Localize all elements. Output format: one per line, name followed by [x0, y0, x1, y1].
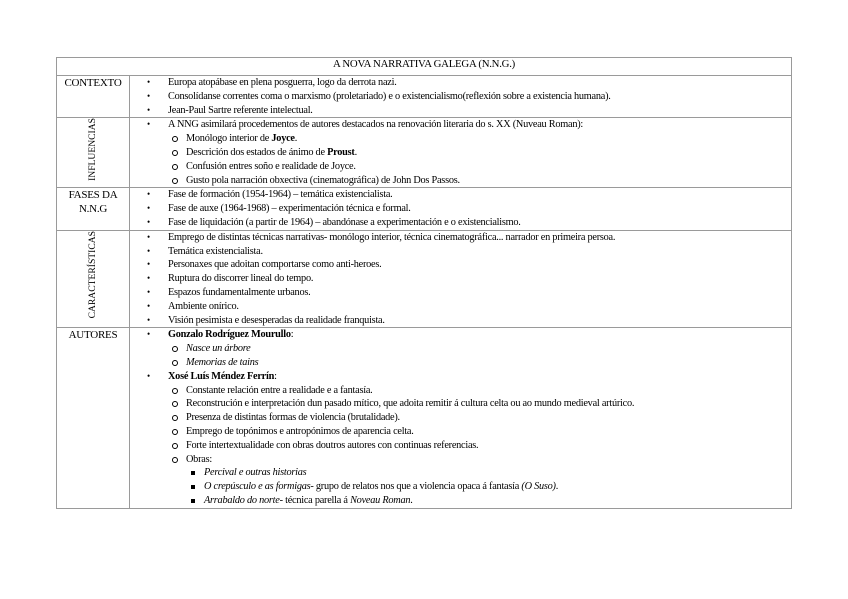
- list-item: [130, 118, 791, 187]
- row-influencias: [57, 118, 792, 188]
- list-item: Arrabaldo do norte- técnica parella á Noveau Roman.: [186, 494, 791, 508]
- list-item: • Fase de formación (1954-1964) – temática existencialista.: [130, 188, 791, 202]
- list-item: Monólogo interior de Joyce.: [168, 132, 791, 146]
- content-influencias: [130, 118, 792, 188]
- list-item: O crepúsculo e as formigas- grupo de relatos nos que a violencia opaca á fantasía (O Suso).: [186, 480, 791, 494]
- list-item: • Visión pesimista e desesperadas da realidade franquista.: [130, 314, 791, 328]
- label-caracteristicas: CARACTERÍSTICAS: [87, 230, 99, 319]
- list-item: Reconstrución e interpretación dun pasado mítico, que adoita remitir á cultura celta ou ao mundo medieval artúrico.: [168, 397, 791, 411]
- label-fases: [57, 188, 130, 230]
- list-item: • Personaxes que adoitan comportarse como anti-heroes.: [130, 258, 791, 272]
- autor-name: Xosé Luís Méndez Ferrín: [168, 370, 275, 382]
- table-title: A NOVA NARRATIVA GALEGA (N.N.G.): [57, 58, 792, 76]
- content-contexto: [130, 76, 792, 118]
- list-item: • Fase de liquidación (a partir de 1964) – abandónase a experimentación e o existencialismo.: [130, 216, 791, 230]
- list-item: Memorias de tains: [168, 356, 791, 370]
- autor-item: • Xosé Luís Méndez Ferrín: Constante relación entre a realidade e a fantasía. Reconstrución e interpretación dun pasado mítico, que adoita remitir á cultura celta ou ao mundo medieval artúrico. Presenza de distintas formas de violencia (brutalidade). Emprego de topónimos e antropónimos de aparencia celta. Forte intertextualidade con obras doutros autores con continuas referencias. Obras: Percival e outras historias O crepúsculo e as formigas- grupo de relatos nos que a violencia opaca á fantasía (O Suso). Arrabaldo do norte- técnica parella á Noveau Roman.: [130, 370, 791, 508]
- list-item: • Fase de auxe (1964-1968) – experimentación técnica e formal.: [130, 202, 791, 216]
- label-influencias: INFLUENCIAS: [87, 118, 99, 182]
- list-item: • Emprego de distintas técnicas narrativas- monólogo interior, técnica cinematográfica... narrador en primeira persoa.: [130, 231, 791, 245]
- list-item: Presenza de distintas formas de violencia (brutalidade).: [168, 411, 791, 425]
- list-item: Gusto pola narración obxectiva (cinematográfica) de John Dos Passos.: [168, 174, 791, 188]
- list-item: Emprego de topónimos e antropónimos de aparencia celta.: [168, 425, 791, 439]
- autores-list: [130, 328, 791, 507]
- summary-table: [56, 57, 792, 509]
- list-item: • Ruptura do discorrer lineal do tempo.: [130, 272, 791, 286]
- row-caracteristicas: [57, 230, 792, 328]
- obras-label: Obras:: [186, 453, 212, 465]
- influencias-intro: A NNG asimilará procedementos de autores destacados na renovación literaria do s. XX (Nuveau Roman):: [168, 119, 584, 131]
- autor1-works: [168, 342, 791, 370]
- list-item: [168, 453, 791, 508]
- list-item: • Europa atopábase en plena posguerra, logo da derrota nazi.: [130, 76, 791, 90]
- content-fases: [130, 188, 792, 230]
- label-autores: AUTORES: [57, 328, 130, 508]
- list-item: Constante relación entre a realidade e a fantasía.: [168, 384, 791, 398]
- influencias-list: [130, 118, 791, 187]
- list-item: Percival e outras historias: [186, 466, 791, 480]
- list-item: Forte intertextualidade con obras doutros autores con continuas referencias.: [168, 439, 791, 453]
- fases-list: [130, 188, 791, 229]
- label-fases-line2: N.N.G: [78, 203, 108, 216]
- content-caracteristicas: [130, 230, 792, 328]
- list-item: • Espazos fundamentalmente urbanos.: [130, 286, 791, 300]
- title-row: [57, 58, 792, 76]
- content-autores: [130, 328, 792, 508]
- list-item: • Jean-Paul Sartre referente intelectual.: [130, 104, 791, 118]
- autor-item: • Gonzalo Rodríguez Mourullo: Nasce un árbore Memorias de tains: [130, 328, 791, 369]
- autor2-notes: [168, 384, 791, 508]
- row-autores: [57, 328, 792, 508]
- caracteristicas-list: [130, 231, 791, 328]
- row-contexto: [57, 76, 792, 118]
- list-item: Confusión entres soño e realidade de Joyce.: [168, 160, 791, 174]
- obras-list: [186, 466, 791, 507]
- list-item: Nasce un árbore: [168, 342, 791, 356]
- autor-name: Gonzalo Rodríguez Mourullo: [168, 329, 291, 341]
- contexto-list: [130, 76, 791, 117]
- list-item: • Temática existencialista.: [130, 245, 791, 259]
- row-fases: [57, 188, 792, 230]
- list-item: • Consolídanse correntes coma o marxismo (proletariado) e o existencialismo(reflexión sobre a existencia humana).: [130, 90, 791, 104]
- label-influencias-cell: [57, 118, 130, 188]
- list-item: Descrición dos estados de ánimo de Proust.: [168, 146, 791, 160]
- label-fases-line1: FASES DA: [68, 189, 118, 202]
- label-caracteristicas-cell: [57, 230, 130, 328]
- label-contexto: CONTEXTO: [57, 76, 130, 118]
- influencias-sublist: [168, 132, 791, 187]
- list-item: • Ambiente onírico.: [130, 300, 791, 314]
